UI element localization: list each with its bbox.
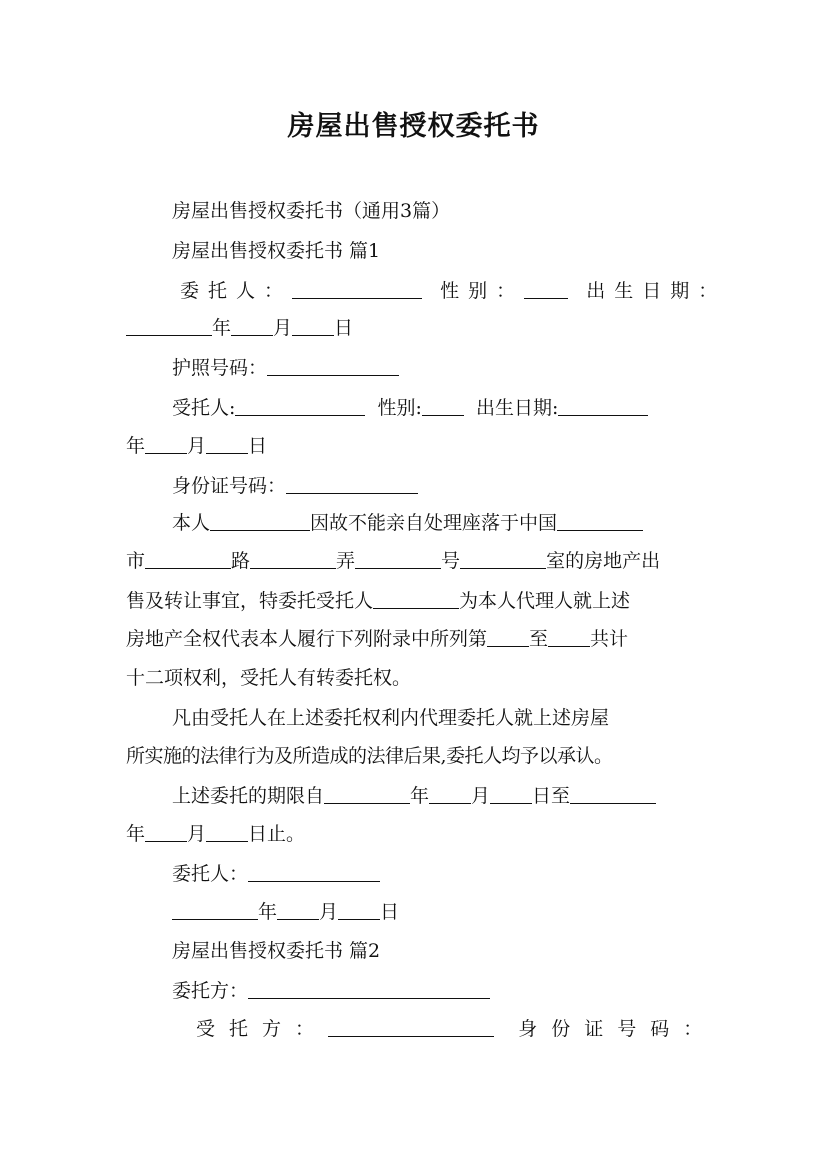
para-text: 上述委托的期限自	[172, 785, 325, 807]
para1-line3	[126, 589, 706, 613]
day-blank	[292, 317, 334, 336]
blank	[172, 901, 258, 920]
party-b-line	[196, 1017, 776, 1041]
para-text: 房地产全权代表本人履行下列附录中所列第	[126, 628, 488, 650]
day-blank	[206, 435, 248, 454]
para-text: 至	[529, 628, 549, 650]
agent-date-line	[126, 434, 706, 458]
para-text: 日至	[532, 785, 571, 807]
blank	[490, 785, 532, 804]
agent-birth-label: 出生日期:	[476, 397, 559, 419]
para-text: 日止。	[248, 823, 306, 845]
agent-gender-label: 性别:	[377, 397, 422, 419]
party-b-label: 受托方：	[196, 1018, 329, 1040]
blank	[277, 901, 319, 920]
blank	[145, 823, 187, 842]
blank	[429, 785, 471, 804]
part2-heading: 房屋出售授权委托书 篇2	[172, 940, 381, 962]
para-text: 路	[231, 550, 251, 572]
party-b-blank	[328, 1018, 494, 1037]
agent-label: 受托人:	[172, 397, 236, 419]
gender-label: 性别：	[440, 280, 525, 302]
month-text: 月	[187, 823, 207, 845]
subtitle: 房屋出售授权委托书（通用3篇）	[172, 200, 451, 222]
sign-line	[172, 862, 752, 886]
blank	[355, 550, 441, 569]
para-text: 弄	[336, 550, 356, 572]
para-text: 本人	[172, 512, 211, 534]
day-text: 日	[248, 435, 268, 457]
para-text: 为本人代理人就上述	[459, 590, 631, 612]
para2-line2: 所实施的法律行为及所造成的法律后果,委托人均予以承认。	[126, 745, 613, 767]
gender-blank	[524, 280, 568, 299]
day-text: 日	[380, 901, 400, 923]
month-blank	[231, 317, 273, 336]
part1-heading: 房屋出售授权委托书 篇1	[172, 240, 381, 262]
blank	[324, 785, 410, 804]
blank	[570, 785, 656, 804]
para1-line1	[172, 511, 752, 535]
year-text: 年	[410, 785, 430, 807]
month-text: 月	[273, 317, 293, 339]
para-text: 市	[126, 550, 146, 572]
principal-blank	[292, 280, 422, 299]
para1-line5: 十二项权利，受托人有转委托权。	[126, 667, 412, 689]
id-line	[172, 474, 752, 498]
para3-line2	[126, 822, 706, 846]
para1-line4	[126, 627, 706, 651]
id-blank	[286, 475, 418, 494]
day-text: 日	[334, 317, 354, 339]
principal-date-line	[126, 316, 706, 340]
party-b-id-label: 身份证号码：	[518, 1018, 717, 1040]
blank	[338, 901, 380, 920]
blank	[557, 512, 643, 531]
principal-line	[180, 279, 760, 303]
blank	[210, 512, 310, 531]
party-a-line	[172, 979, 752, 1003]
blank	[250, 550, 336, 569]
sign-date-line	[172, 900, 752, 924]
passport-line	[172, 356, 752, 380]
year-blank	[126, 317, 212, 336]
sign-blank	[248, 863, 380, 882]
year-text: 年	[126, 435, 146, 457]
agent-birth-blank	[558, 397, 648, 416]
month-text: 月	[471, 785, 491, 807]
para1-line2	[126, 549, 706, 573]
agent-blank	[235, 397, 365, 416]
id-label: 身份证号码：	[172, 475, 287, 497]
document-title: 房屋出售授权委托书	[287, 111, 540, 142]
para3-line1	[172, 784, 752, 808]
blank	[145, 550, 231, 569]
para-text: 号	[441, 550, 461, 572]
year-text: 年	[126, 823, 146, 845]
month-text: 月	[187, 435, 207, 457]
year-text: 年	[212, 317, 232, 339]
blank	[460, 550, 546, 569]
party-a-label: 委托方：	[172, 980, 249, 1002]
passport-blank	[267, 357, 399, 376]
principal-label: 委托人：	[180, 280, 293, 302]
month-blank	[145, 435, 187, 454]
agent-gender-blank	[422, 397, 464, 416]
blank	[487, 628, 529, 647]
sign-label: 委托人：	[172, 863, 249, 885]
birth-label: 出生日期：	[586, 280, 727, 302]
agent-line	[172, 396, 752, 420]
month-text: 月	[319, 901, 339, 923]
blank	[548, 628, 590, 647]
para-text: 共计	[590, 628, 629, 650]
blank	[373, 590, 459, 609]
year-text: 年	[258, 901, 278, 923]
blank	[206, 823, 248, 842]
passport-label: 护照号码：	[172, 357, 268, 379]
para-text: 室的房地产出	[546, 550, 661, 572]
para-text: 因故不能亲自处理座落于中国	[310, 512, 558, 534]
para-text: 售及转让事宜，特委托受托人	[126, 590, 374, 612]
party-a-blank	[248, 980, 490, 999]
para2-line1: 凡由受托人在上述委托权利内代理委托人就上述房屋	[172, 707, 610, 729]
